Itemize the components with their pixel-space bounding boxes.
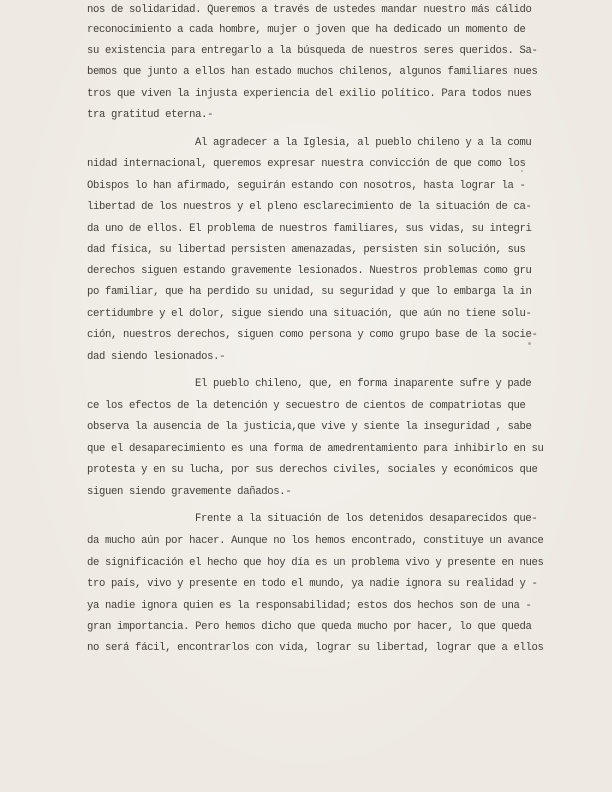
text-line: Al agradecer a la Iglesia, al pueblo chileno y a la comu xyxy=(195,137,532,149)
text-line: observa la ausencia de la justicia,que vive y siente la inseguridad , sabe xyxy=(87,421,532,433)
text-line: tro país, vivo y presente en todo el mundo, ya nadie ignora su realidad y - xyxy=(87,578,538,590)
text-line: protesta y en su lucha, por sus derechos civiles, sociales y económicos que xyxy=(87,464,538,476)
text-line: nos de solidaridad. Queremos a través de ustedes mandar nuestro más cálido xyxy=(87,4,532,16)
text-line: tros que viven la injusta experiencia del exilio político. Para todos nues xyxy=(87,88,532,100)
text-line: su existencia para entregarlo a la búsqueda de nuestros seres queridos. Sa- xyxy=(87,45,538,57)
text-line: de significación el hecho que hoy día es un problema vivo y presente en nues xyxy=(87,557,544,569)
text-line: da mucho aún por hacer. Aunque no los hemos encontrado, constituye un avance xyxy=(87,535,544,547)
text-line: bemos que junto a ellos han estado muchos chilenos, algunos familiares nues xyxy=(87,66,538,78)
text-line: ción, nuestros derechos, siguen como persona y como grupo base de la socie- xyxy=(87,329,538,341)
text-line: da uno de ellos. El problema de nuestros familiares, sus vidas, su integri xyxy=(87,223,532,235)
text-line: derechos siguen estando gravemente lesionados. Nuestros problemas como gru xyxy=(87,265,532,277)
text-line: que el desaparecimiento es una forma de amedrentamiento para inhibirlo en su xyxy=(87,443,544,455)
text-line: libertad de los nuestros y el pleno esclarecimiento de la situación de ca- xyxy=(87,201,532,213)
text-line: reconocimiento a cada hombre, mujer o joven que ha dedicado un momento de xyxy=(87,24,526,36)
text-line: dad siendo lesionados.- xyxy=(87,351,226,363)
text-line: Frente a la situación de los detenidos desaparecidos que- xyxy=(195,513,538,525)
paper-speck xyxy=(521,170,523,172)
text-line: nidad internacional, queremos expresar nuestra convicción de que como los xyxy=(87,158,526,170)
text-line: Obispos lo han afirmado, seguirán estando con nosotros, hasta lograr la - xyxy=(87,180,526,192)
text-line: ce los efectos de la detención y secuestro de cientos de compatriotas que xyxy=(87,400,526,412)
text-line: gran importancia. Pero hemos dicho que queda mucho por hacer, lo que queda xyxy=(87,621,532,633)
text-line: no será fácil, encontrarlos con vida, lograr su libertad, lograr que a ellos xyxy=(87,642,544,654)
text-line: certidumbre y el dolor, sigue siendo una situación, que aún no tiene solu- xyxy=(87,308,532,320)
text-line: ya nadie ignora quien es la responsabilidad; estos dos hechos son de una - xyxy=(87,600,532,612)
text-line: El pueblo chileno, que, en forma inaparente sufre y pade xyxy=(195,378,532,390)
text-line: po familiar, que ha perdido su unidad, su seguridad y que lo embarga la in xyxy=(87,286,532,298)
text-line: siguen siendo gravemente dañados.- xyxy=(87,486,292,498)
text-line: dad física, su libertad persisten amenazadas, persisten sin solución, sus xyxy=(87,244,526,256)
paper-speck xyxy=(528,342,531,345)
text-line: tra gratitud eterna.- xyxy=(87,109,214,121)
